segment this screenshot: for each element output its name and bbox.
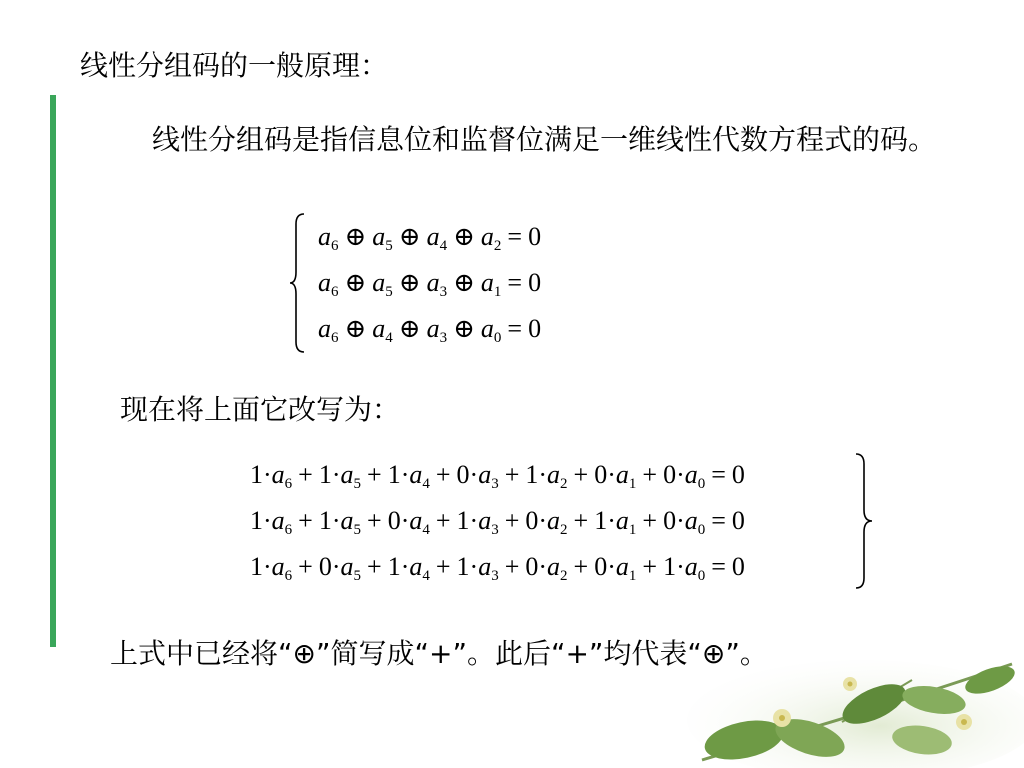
- subscript: 2: [493, 238, 502, 254]
- variable: a: [426, 222, 440, 251]
- plus-operator: +: [504, 460, 520, 489]
- equation-row: [318, 260, 541, 306]
- equals-sign: =: [711, 552, 726, 581]
- plus-operator: +: [642, 552, 658, 581]
- variable: a: [426, 314, 440, 343]
- slide-title: 线性分组码的一般原理：: [80, 49, 389, 82]
- xor-operator: ⊕: [398, 314, 421, 343]
- plus-operator: +: [435, 460, 451, 489]
- multiply-dot: ·: [263, 460, 272, 489]
- coefficient: 0: [456, 460, 470, 489]
- subscript: 1: [628, 476, 637, 492]
- variable: a: [684, 552, 698, 581]
- subscript: 3: [491, 568, 499, 584]
- xor-operator: ⊕: [398, 268, 421, 297]
- multiply-dot: ·: [400, 506, 410, 535]
- subscript: 0: [697, 568, 706, 584]
- variable: a: [372, 314, 386, 343]
- variable: a: [480, 268, 494, 297]
- variable: a: [271, 506, 285, 535]
- plus-operator: +: [642, 506, 658, 535]
- multiply-dot: ·: [469, 506, 479, 535]
- coefficient: 1: [250, 506, 263, 535]
- equals-sign: =: [507, 314, 523, 343]
- multiply-dot: ·: [400, 552, 410, 581]
- equation-row: [318, 306, 541, 352]
- subscript: 3: [491, 476, 499, 492]
- subscript: 3: [439, 284, 448, 300]
- xor-operator: ⊕: [453, 314, 475, 343]
- subscript: 5: [385, 238, 393, 254]
- coefficient: 1: [663, 552, 677, 581]
- coefficient: 0: [318, 552, 332, 581]
- subscript: 6: [284, 476, 293, 492]
- leaf-branch-decoration: [672, 640, 1024, 768]
- coefficient: 1: [456, 552, 470, 581]
- subscript: 5: [353, 568, 362, 584]
- variable: a: [340, 552, 354, 581]
- rhs-value: 0: [731, 460, 745, 489]
- plus-operator: +: [504, 506, 520, 535]
- coefficient: 0: [663, 460, 677, 489]
- xor-operator: ⊕: [344, 268, 367, 297]
- multiply-dot: ·: [676, 460, 685, 489]
- variable: a: [372, 268, 386, 297]
- rhs-value: 0: [528, 314, 542, 343]
- variable: a: [547, 460, 561, 489]
- multiply-dot: ·: [607, 506, 616, 535]
- subscript: 1: [493, 284, 502, 300]
- multiply-dot: ·: [331, 460, 341, 489]
- multiply-dot: ·: [607, 552, 616, 581]
- variable: a: [478, 460, 492, 489]
- coefficient-row: [250, 544, 745, 590]
- equals-sign: =: [711, 460, 726, 489]
- plus-operator: +: [435, 506, 451, 535]
- variable: a: [340, 506, 354, 535]
- subscript: 4: [439, 238, 448, 254]
- variable: a: [426, 268, 440, 297]
- coefficient-row: [250, 452, 745, 498]
- left-brace: [288, 212, 308, 354]
- coefficient: 0: [387, 506, 401, 535]
- equals-sign: =: [711, 506, 726, 535]
- coefficient: 1: [387, 552, 401, 581]
- variable: a: [409, 552, 423, 581]
- multiply-dot: ·: [263, 506, 272, 535]
- plus-operator: +: [573, 460, 589, 489]
- variable: a: [372, 222, 386, 251]
- subscript: 2: [560, 522, 568, 538]
- xor-operator: ⊕: [453, 222, 475, 251]
- multiply-dot: ·: [400, 460, 410, 489]
- coefficient: 0: [525, 552, 539, 581]
- variable: a: [340, 460, 354, 489]
- subscript: 2: [560, 568, 568, 584]
- coefficient: 1: [594, 506, 608, 535]
- equals-sign: =: [507, 222, 523, 251]
- rhs-value: 0: [731, 552, 745, 581]
- coefficient: 0: [594, 460, 608, 489]
- subscript: 6: [331, 330, 339, 346]
- subscript: 4: [422, 568, 430, 584]
- variable: a: [547, 506, 561, 535]
- rewrite-heading: 现在将上面它改写为：: [120, 393, 401, 426]
- subscript: 5: [353, 476, 362, 492]
- coefficient-equations: [250, 452, 745, 590]
- variable: a: [684, 460, 698, 489]
- multiply-dot: ·: [469, 460, 479, 489]
- multiply-dot: ·: [538, 460, 548, 489]
- subscript: 6: [331, 238, 339, 254]
- plus-operator: +: [573, 552, 589, 581]
- coefficient: 0: [663, 506, 677, 535]
- multiply-dot: ·: [469, 552, 479, 581]
- variable: a: [318, 314, 331, 343]
- subscript: 0: [493, 330, 502, 346]
- variable: a: [409, 506, 423, 535]
- subscript: 0: [697, 522, 706, 538]
- subscript: 0: [697, 476, 706, 492]
- plus-operator: +: [298, 506, 313, 535]
- rhs-value: 0: [528, 222, 542, 251]
- subscript: 3: [439, 330, 448, 346]
- variable: a: [318, 222, 331, 251]
- definition-paragraph: [84, 116, 954, 164]
- variable: a: [480, 314, 494, 343]
- multiply-dot: ·: [607, 460, 616, 489]
- multiply-dot: ·: [676, 506, 685, 535]
- plus-operator: +: [642, 460, 658, 489]
- xor-operator: ⊕: [344, 222, 367, 251]
- variable: a: [615, 460, 629, 489]
- paragraph-text: 线性分组码是指信息位和监督位满足一维线性代数方程式的码。: [152, 123, 937, 156]
- rhs-value: 0: [731, 506, 745, 535]
- subscript: 4: [385, 330, 393, 346]
- variable: a: [318, 268, 331, 297]
- subscript: 6: [284, 522, 293, 538]
- coefficient: 1: [456, 506, 470, 535]
- variable: a: [615, 506, 629, 535]
- subscript: 4: [422, 522, 430, 538]
- coefficient: 1: [525, 460, 539, 489]
- equals-sign: =: [507, 268, 523, 297]
- plus-operator: +: [435, 552, 451, 581]
- plus-operator: +: [367, 460, 382, 489]
- coefficient: 1: [318, 460, 332, 489]
- plus-operator: +: [504, 552, 520, 581]
- rhs-value: 0: [528, 268, 542, 297]
- multiply-dot: ·: [331, 506, 341, 535]
- multiply-dot: ·: [331, 552, 341, 581]
- variable: a: [478, 552, 492, 581]
- multiply-dot: ·: [538, 506, 548, 535]
- coefficient: 0: [594, 552, 608, 581]
- variable: a: [615, 552, 629, 581]
- subscript: 4: [422, 476, 430, 492]
- coefficient: 1: [250, 460, 263, 489]
- variable: a: [684, 506, 698, 535]
- subscript: 6: [284, 568, 293, 584]
- coefficient: 1: [387, 460, 401, 489]
- subscript: 2: [560, 476, 568, 492]
- xor-operator: ⊕: [453, 268, 475, 297]
- variable: a: [271, 552, 285, 581]
- variable: a: [409, 460, 423, 489]
- footer-note: 上式中已经将“⊕”简写成“+”。此后“+”均代表“⊕”。: [110, 637, 768, 670]
- equation-row: [318, 214, 541, 260]
- subscript: 5: [385, 284, 393, 300]
- multiply-dot: ·: [676, 552, 685, 581]
- subscript: 5: [353, 522, 362, 538]
- subscript: 1: [628, 568, 637, 584]
- coefficient: 1: [250, 552, 263, 581]
- variable: a: [478, 506, 492, 535]
- subscript: 3: [491, 522, 499, 538]
- variable: a: [271, 460, 285, 489]
- plus-operator: +: [367, 552, 382, 581]
- subscript: 6: [331, 284, 339, 300]
- plus-operator: +: [298, 460, 313, 489]
- variable: a: [480, 222, 494, 251]
- right-brace: [852, 452, 876, 590]
- plus-operator: +: [573, 506, 589, 535]
- coefficient-row: [250, 498, 745, 544]
- coefficient: 1: [318, 506, 332, 535]
- coefficient: 0: [525, 506, 539, 535]
- plus-operator: +: [367, 506, 382, 535]
- xor-operator: ⊕: [398, 222, 421, 251]
- plus-operator: +: [298, 552, 313, 581]
- subscript: 1: [628, 522, 637, 538]
- variable: a: [547, 552, 561, 581]
- multiply-dot: ·: [263, 552, 272, 581]
- equation-system: [308, 214, 541, 352]
- xor-operator: ⊕: [344, 314, 367, 343]
- accent-bar: [50, 95, 56, 647]
- multiply-dot: ·: [538, 552, 548, 581]
